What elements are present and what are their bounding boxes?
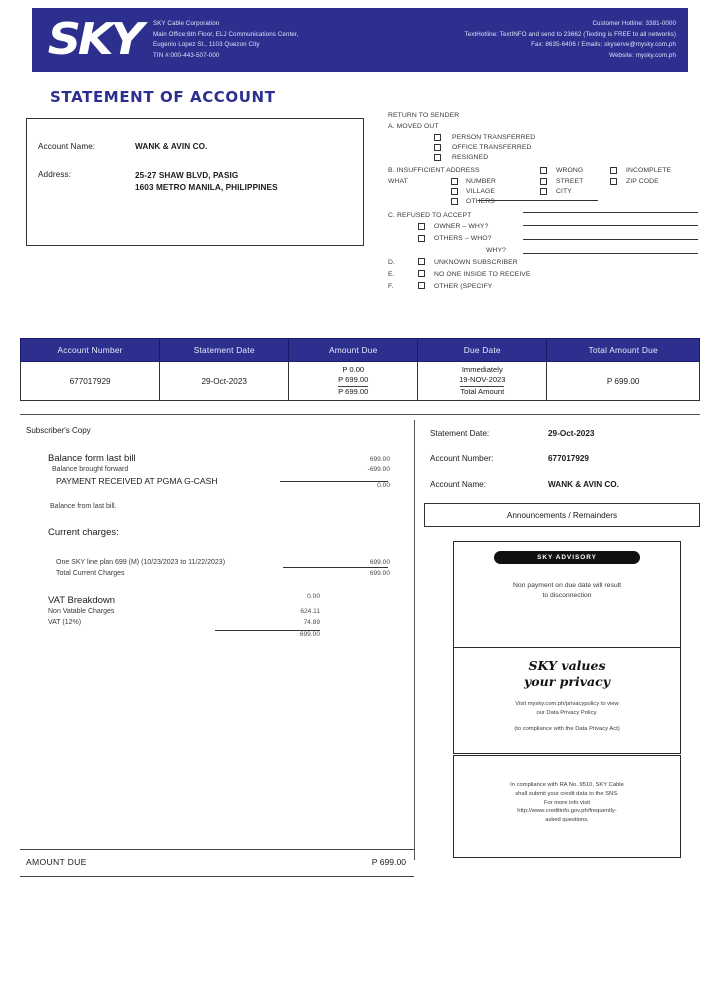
write-in-line-3[interactable] [523, 239, 698, 240]
credit-info-box [453, 755, 681, 858]
checkbox-person-transferred[interactable] [434, 134, 441, 141]
company-line-1: SKY Cable Corporation [153, 20, 220, 27]
sky-logo [32, 8, 147, 72]
subscriber-divider [20, 414, 700, 415]
label-why: WHY? [486, 247, 507, 254]
label-others-address: OTHERS [466, 198, 495, 205]
privacy-title-line-1: SKY values [528, 658, 606, 673]
label-person-transferred: PERSON TRANSFERRED [452, 134, 536, 141]
label-street: STREET [556, 178, 584, 185]
current-charges-heading: Current charges: [48, 527, 119, 538]
privacy-title [454, 658, 680, 690]
payment-received-label: PAYMENT RECEIVED AT PGMA G-CASH [56, 476, 218, 486]
rts-c-label: C. REFUSED TO ACCEPT [388, 212, 472, 219]
due-date-line-2: 19-NOV-2023 [459, 375, 506, 384]
checkbox-other-specify[interactable] [418, 282, 425, 289]
header-amount-due: Amount Due [289, 339, 418, 362]
amount-due-bottom-rule [20, 876, 414, 877]
cell-total-amount-due: P 699.00 [547, 362, 700, 401]
ra-line-2: shall submit your credit data to the SNS. [515, 790, 619, 797]
sky-advisory-pill: SKY ADVISORY [494, 551, 640, 564]
privacy-title-line-2: your privacy [524, 674, 610, 689]
address-label: Address: [38, 170, 72, 179]
total-current-charges-amount: 699.00 [369, 570, 390, 577]
sky-logo-text: SKY [47, 14, 141, 65]
table-row [21, 362, 700, 401]
amount-due-line-2: P 699.00 [338, 375, 369, 384]
checkbox-owner-why[interactable] [418, 223, 425, 230]
rts-f-letter: F. [388, 283, 394, 290]
credit-info-text [454, 781, 680, 825]
cell-amount-due [289, 362, 418, 401]
due-date-line-1: Immediately [461, 364, 503, 374]
amount-due-top-rule [20, 849, 414, 850]
right-account-name-label: Account Name: [430, 480, 486, 489]
checkbox-others-who[interactable] [418, 235, 425, 242]
due-date-line-3: Total Amount [460, 387, 505, 396]
address-value [135, 170, 278, 194]
privacy-body-line-2: our Data Privacy Policy. [536, 709, 598, 716]
header-total-amount-due: Total Amount Due [547, 339, 700, 362]
sky-advisory-box [453, 541, 681, 648]
rts-title: RETURN TO SENDER [388, 112, 460, 119]
label-incomplete: INCOMPLETE [626, 167, 672, 174]
vat-12-label: VAT (12%) [48, 619, 82, 626]
cell-statement-date: 29-Oct-2023 [160, 362, 289, 401]
company-info [153, 19, 298, 61]
label-city: CITY [556, 188, 572, 195]
balance-from-last-bill: Balance from last bill. [50, 503, 117, 510]
label-office-transferred: OFFICE TRANSFERRED [452, 144, 532, 151]
company-tin: TIN #:000-443-507-000 [153, 51, 220, 59]
fax-email: Fax: 8635-6406 / Emails: skyserve@mysky.com.ph [531, 41, 676, 48]
label-no-one-inside: NO ONE INSIDE TO RECEIVE [434, 271, 531, 278]
ra-line-3: For more info visit [543, 799, 591, 806]
billing-summary-table [20, 338, 700, 401]
checkbox-wrong[interactable] [540, 167, 547, 174]
write-in-line-1[interactable] [523, 212, 698, 213]
checkbox-others-address[interactable] [451, 198, 458, 205]
amount-due-label: AMOUNT DUE [26, 857, 87, 867]
account-details-box [26, 118, 364, 246]
rts-d-letter: D. [388, 259, 395, 266]
header-banner [32, 8, 688, 72]
checkbox-unknown-subscriber[interactable] [418, 258, 425, 265]
label-resigned: RESIGNED [452, 154, 489, 161]
non-vatable-charges-label: Non Vatable Charges [48, 608, 115, 615]
text-hotline: TextHotline: TextINFO and send to 23662 (Texting is FREE to all networks) [464, 30, 676, 38]
balance-brought-forward-amount: -699.00 [367, 466, 390, 473]
privacy-body-line-1: Visit mysky.com.ph/privacypolicy to view [515, 701, 619, 707]
amount-due-line-1: P 0.00 [342, 364, 365, 374]
checkbox-number[interactable] [451, 178, 458, 185]
address-line-2: 1603 METRO MANILA, PHILIPPINES [135, 183, 278, 192]
non-vatable-charges-amount: 624.11 [300, 608, 320, 615]
ra-line-1: In compliance with RA No. 9510, SKY Cable [510, 782, 624, 788]
current-charges-rule [283, 567, 388, 568]
label-other-specify: OTHER (SPECIFY [434, 283, 493, 290]
vat-breakdown-heading: VAT Breakdown [48, 595, 116, 606]
cell-account-number: 677017929 [21, 362, 160, 401]
privacy-body [454, 700, 680, 717]
label-wrong: WRONG [556, 167, 584, 174]
balance-last-bill-heading: Balance form last bill [48, 453, 136, 464]
checkbox-zip-code[interactable] [610, 178, 617, 185]
header-account-number: Account Number [21, 339, 160, 362]
right-account-name-value: WANK & AVIN CO. [548, 480, 619, 489]
customer-hotline: Customer Hotline: 3381-0000 [592, 20, 676, 27]
header-due-date: Due Date [418, 339, 547, 362]
ra-line-4: http://www.creditinfo.gov.ph/frequently- [517, 808, 617, 815]
balance-brought-forward-label: Balance brought forward [52, 466, 129, 473]
company-line-2: Main Office:6th Floor, ELJ Communications Center, [153, 30, 299, 38]
payment-received-amount: 0.00 [377, 482, 390, 489]
checkbox-city[interactable] [540, 188, 547, 195]
checkbox-incomplete[interactable] [610, 167, 617, 174]
checkbox-resigned[interactable] [434, 154, 441, 161]
label-number: NUMBER [466, 178, 497, 185]
account-name-label: Account Name: [38, 142, 96, 151]
right-statement-date-value: 29-Oct-2023 [548, 429, 595, 438]
checkbox-village[interactable] [451, 188, 458, 195]
rts-b-label: B. INSUFFICIENT ADDRESS [388, 167, 480, 174]
checkbox-street[interactable] [540, 178, 547, 185]
privacy-box [453, 647, 681, 754]
amount-due-value: P 699.00 [371, 857, 406, 867]
label-unknown-subscriber: UNKNOWN SUBSCRIBER [434, 259, 518, 266]
right-account-number-value: 677017929 [548, 454, 589, 463]
label-others-who: OTHERS – WHO? [434, 235, 492, 242]
sky-advisory-text [454, 581, 680, 601]
balance-last-bill-amount: 699.00 [369, 456, 390, 463]
cell-due-date [418, 362, 547, 401]
checkbox-no-one-inside[interactable] [418, 270, 425, 277]
total-current-charges-label: Total Current Charges [56, 570, 125, 577]
header-statement-date: Statement Date [160, 339, 289, 362]
subscriber-copy-label: Subscriber's Copy [26, 426, 91, 435]
rts-b-what: WHAT [388, 178, 408, 185]
vat-12-amount: 74.89 [303, 619, 320, 626]
current-charge-item-amount: 699.00 [369, 559, 390, 566]
vat-total-amount: 699.00 [299, 631, 320, 638]
right-statement-date-label: Statement Date: [430, 429, 490, 438]
advisory-line-2: to disconnection [542, 592, 592, 599]
amount-due-line-3: P 699.00 [338, 387, 369, 396]
write-in-line-2[interactable] [523, 225, 698, 226]
rts-e-letter: E. [388, 271, 395, 278]
label-zip-code: ZIP CODE [626, 178, 659, 185]
write-in-line-4[interactable] [523, 253, 698, 254]
ra-line-5: asked questions. [545, 817, 589, 824]
rts-a-label: A. MOVED OUT [388, 123, 439, 130]
company-line-3: Eugenio Lopez St., 1103 Quezon City [153, 41, 260, 48]
right-account-number-label: Account Number: [430, 454, 494, 463]
vat-breakdown-amount: 0.00 [307, 593, 320, 600]
table-header-row [21, 339, 700, 362]
advisory-line-1: Non payment on due date will result [512, 582, 622, 589]
column-divider [414, 420, 415, 860]
label-village: VILLAGE [466, 188, 496, 195]
website: Website: mysky.com.ph [609, 51, 676, 59]
account-name-value: WANK & AVIN CO. [135, 142, 208, 151]
label-owner-why: OWNER – WHY? [434, 223, 489, 230]
announcements-header: Announcements / Remainders [424, 503, 700, 527]
contact-info [298, 19, 688, 61]
write-in-line-0[interactable] [478, 200, 598, 201]
checkbox-office-transferred[interactable] [434, 144, 441, 151]
page-title: STATEMENT OF ACCOUNT [50, 88, 276, 106]
current-charge-item-label: One SKY line plan 699 (M) (10/23/2023 to 11/22/2023) [56, 559, 226, 566]
privacy-note: (to compliance with the Data Privacy Act) [514, 726, 620, 732]
address-line-1: 25-27 SHAW BLVD, PASIG [135, 171, 239, 180]
